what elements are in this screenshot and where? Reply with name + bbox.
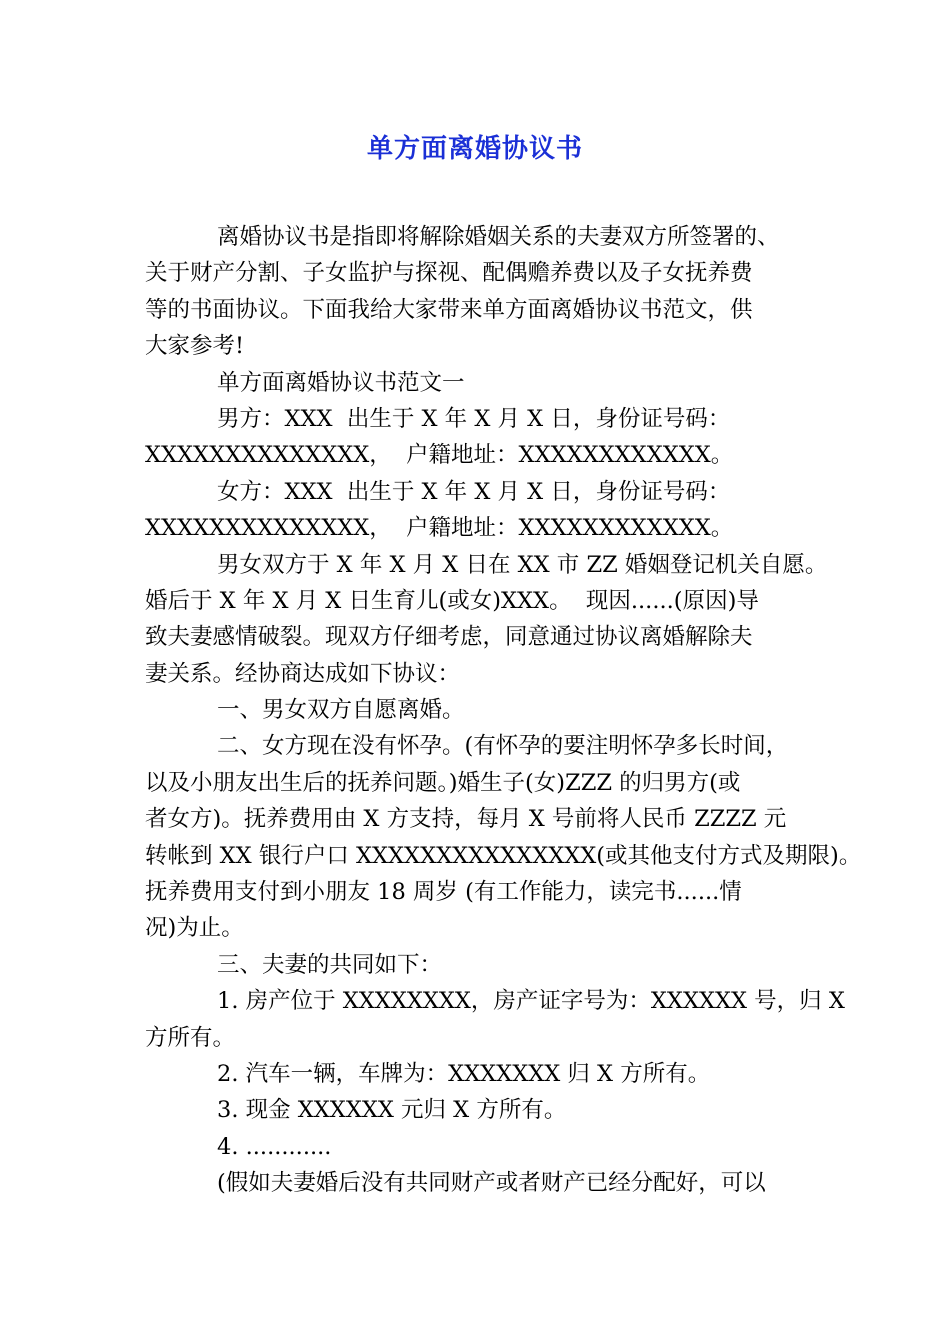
text-line: 2. 汽车一辆，车牌为：XXXXXXX 归 X 方所有。: [217, 1060, 711, 1087]
text-line: 大家参考!: [145, 333, 245, 360]
text-line: 抚养费用支付到小朋友 18 周岁 (有工作能力，读完书......情: [145, 879, 742, 906]
text-line: 转帐到 XX 银行户口 XXXXXXXXXXXXXXX(或其他支付方式及期限)。: [145, 842, 862, 869]
text-line: 1. 房产位于 XXXXXXXX，房产证字号为：XXXXXX 号，归 X: [217, 988, 845, 1015]
text-line: XXXXXXXXXXXXXX， 户籍地址：XXXXXXXXXXXX。: [145, 442, 734, 469]
text-line: 一、男女双方自愿离婚。: [217, 697, 465, 724]
text-line: 妻关系。经协商达成如下协议：: [145, 660, 461, 687]
document-body: [145, 219, 862, 1202]
text-line: 二、女方现在没有怀孕。(有怀孕的要注明怀孕多长时间，: [217, 733, 789, 760]
text-line: 方所有。: [145, 1024, 236, 1051]
text-line: 女方：XXX 出生于 X 年 X 月 X 日，身份证号码：: [217, 478, 731, 505]
text-line: 关于财产分割、子女监护与探视、配偶赡养费以及子女抚养费: [145, 260, 753, 287]
text-line: 单方面离婚协议书范文一: [217, 369, 465, 396]
text-line: 者女方)。抚养费用由 X 方支持，每月 X 号前将人民币 ZZZZ 元: [145, 806, 787, 833]
text-line: 况)为止。: [145, 915, 244, 942]
text-line: 3. 现金 XXXXXX 元归 X 方所有。: [217, 1097, 567, 1124]
text-line: 婚后于 X 年 X 月 X 日生育儿(或女)XXX。 现因......(原因)导: [145, 587, 759, 614]
text-line: (假如夫妻婚后没有共同财产或者财产已经分配好，可以: [217, 1170, 766, 1197]
text-line: 等的书面协议。下面我给大家带来单方面离婚协议书范文，供: [145, 296, 753, 323]
text-line: 男女双方于 X 年 X 月 X 日在 XX 市 ZZ 婚姻登记机关自愿。: [217, 551, 828, 578]
text-line: 4. ............: [217, 1133, 332, 1160]
text-line: 三、夫妻的共同如下：: [217, 951, 443, 978]
text-line: 男方：XXX 出生于 X 年 X 月 X 日，身份证号码：: [217, 405, 731, 432]
text-line: 以及小朋友出生后的抚养问题。)婚生子(女)ZZZ 的归男方(或: [145, 769, 741, 796]
document-title: 单方面离婚协议书: [366, 134, 583, 164]
text-line: XXXXXXXXXXXXXX， 户籍地址：XXXXXXXXXXXX。: [145, 515, 734, 542]
text-line: 致夫妻感情破裂。现双方仔细考虑，同意通过协议离婚解除夫: [145, 624, 753, 651]
text-line: 离婚协议书是指即将解除婚姻关系的夫妻双方所签署的、: [217, 224, 780, 250]
